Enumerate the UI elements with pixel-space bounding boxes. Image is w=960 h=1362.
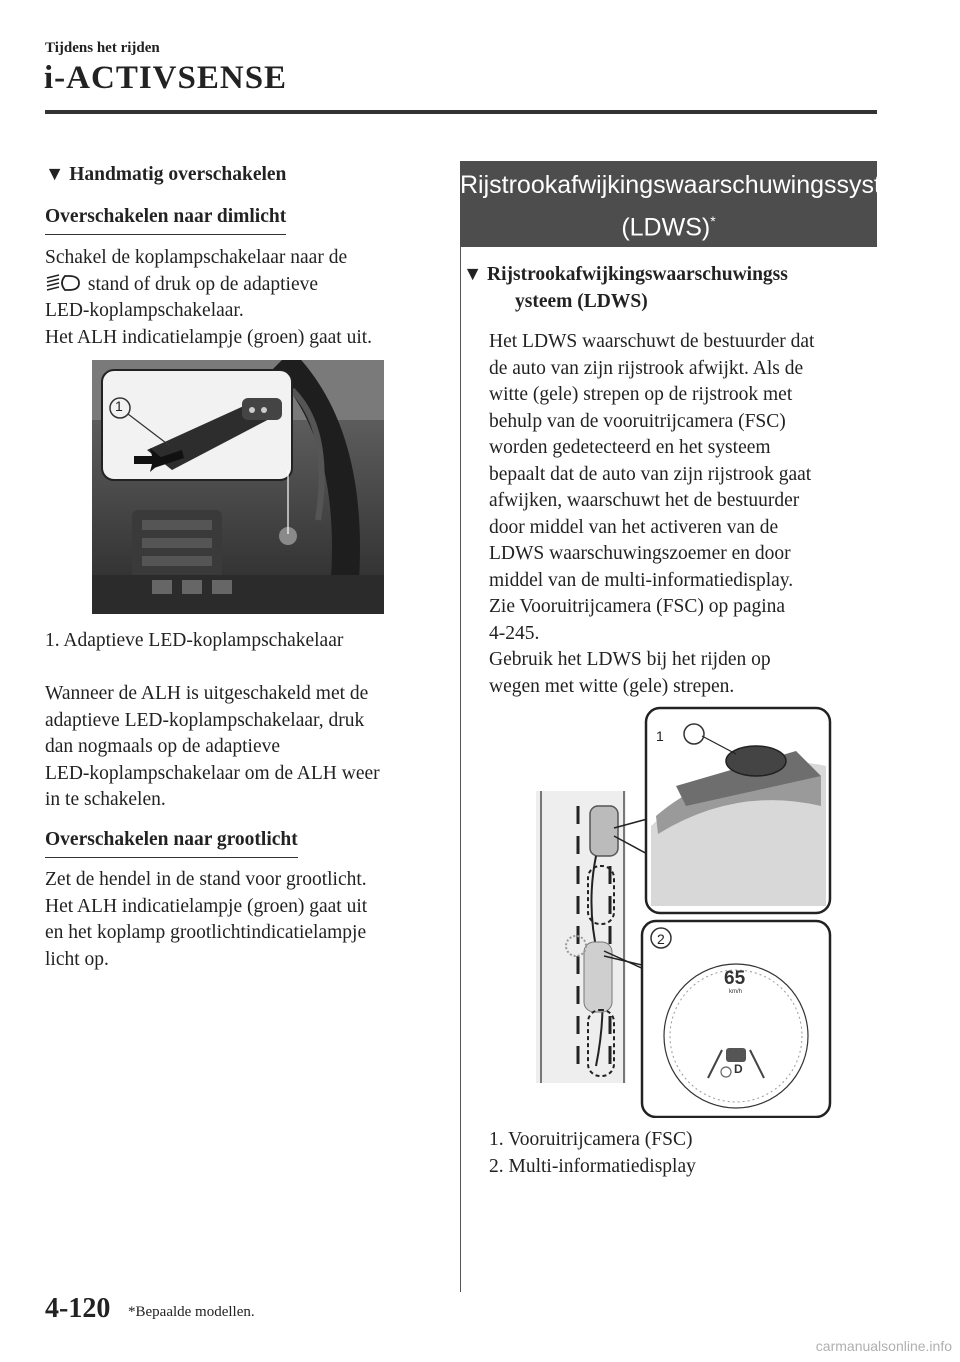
subheading-dimlicht: Overschakelen naar dimlicht (45, 204, 286, 235)
speed-readout: 65 (724, 968, 746, 989)
low-beam-icon (45, 273, 83, 293)
caption-fig2: 1. Vooruitrijcamera (FSC) 2. Multi-informatiedisplay (489, 1129, 696, 1177)
triangle-icon: ▼ (45, 164, 65, 185)
figure-ldws (536, 706, 832, 1118)
chapter-title: i-ACTIVSENSE (44, 60, 288, 96)
section-banner: Rijstrookafwijkingswaarschuwingssysteem (LDWS)* (460, 161, 877, 247)
figure-headlight-switch (92, 360, 384, 614)
paragraph-grootlicht: Zet de hendel in de stand voor grootlicht. Het ALH indicatielampje (groen) gaat uit en het koplamp grootlichtindicatielampje licht op. (45, 869, 368, 970)
footnote: *Bepaalde modellen. (128, 1304, 255, 1320)
header-rule (45, 110, 877, 114)
left-heading (45, 162, 450, 189)
paragraph-dimlicht: Schakel de koplampschakelaar naar de stand of druk op de adaptieve LED-koplampschakelaar. Het ALH indicatielampje (groen) gaat uit. (45, 247, 373, 348)
speed-unit: km/h (729, 989, 743, 995)
column-divider (460, 162, 461, 1292)
paragraph-ldws: Het LDWS waarschuwt de bestuurder dat de auto van zijn rijstrook afwijkt. Als de witte (gele) strepen op de rijstrook met behulp van de vooruitrijcamera (FSC) worden gedetecteerd en het systeem bepaalt dat de auto van zijn rijstrook gaat afwijken, waarschuwt het de bestuurder door middel van het activeren van de LDWS waarschuwingszoemer en door middel van de multi-informatiedisplay. Zie Vooruitrijcamera (FSC) op pagina 4-245. Gebruik het LDWS bij het rijden op wegen met witte (gele) strepen. (489, 331, 815, 697)
paragraph-alh: Wanneer de ALH is uitgeschakeld met de adaptieve LED-koplampschakelaar, druk dan nogmaals op de adaptieve LED-koplampschakelaar om de ALH weer in te schakelen. (45, 683, 380, 810)
callout-number: 2 (657, 931, 665, 947)
callout-number: 1 (656, 728, 664, 744)
subheading-grootlicht: Overschakelen naar grootlicht (45, 827, 298, 858)
section-title: Tijdens het rijden (45, 40, 160, 56)
left-heading-text: Handmatig overschakelen (69, 164, 287, 185)
page-number: 4-120 (45, 1293, 111, 1324)
caption-fig1: 1. Adaptieve LED-koplampschakelaar (45, 630, 344, 651)
right-heading: ▼ Rijstrookafwijkingswaarschuwingss ysteem (LDWS) (463, 264, 788, 312)
watermark: carmanualsonline.info (815, 1338, 952, 1354)
callout-number: 1 (115, 398, 123, 414)
triangle-icon: ▼ (463, 264, 483, 285)
gear-indicator: D (734, 1062, 743, 1076)
